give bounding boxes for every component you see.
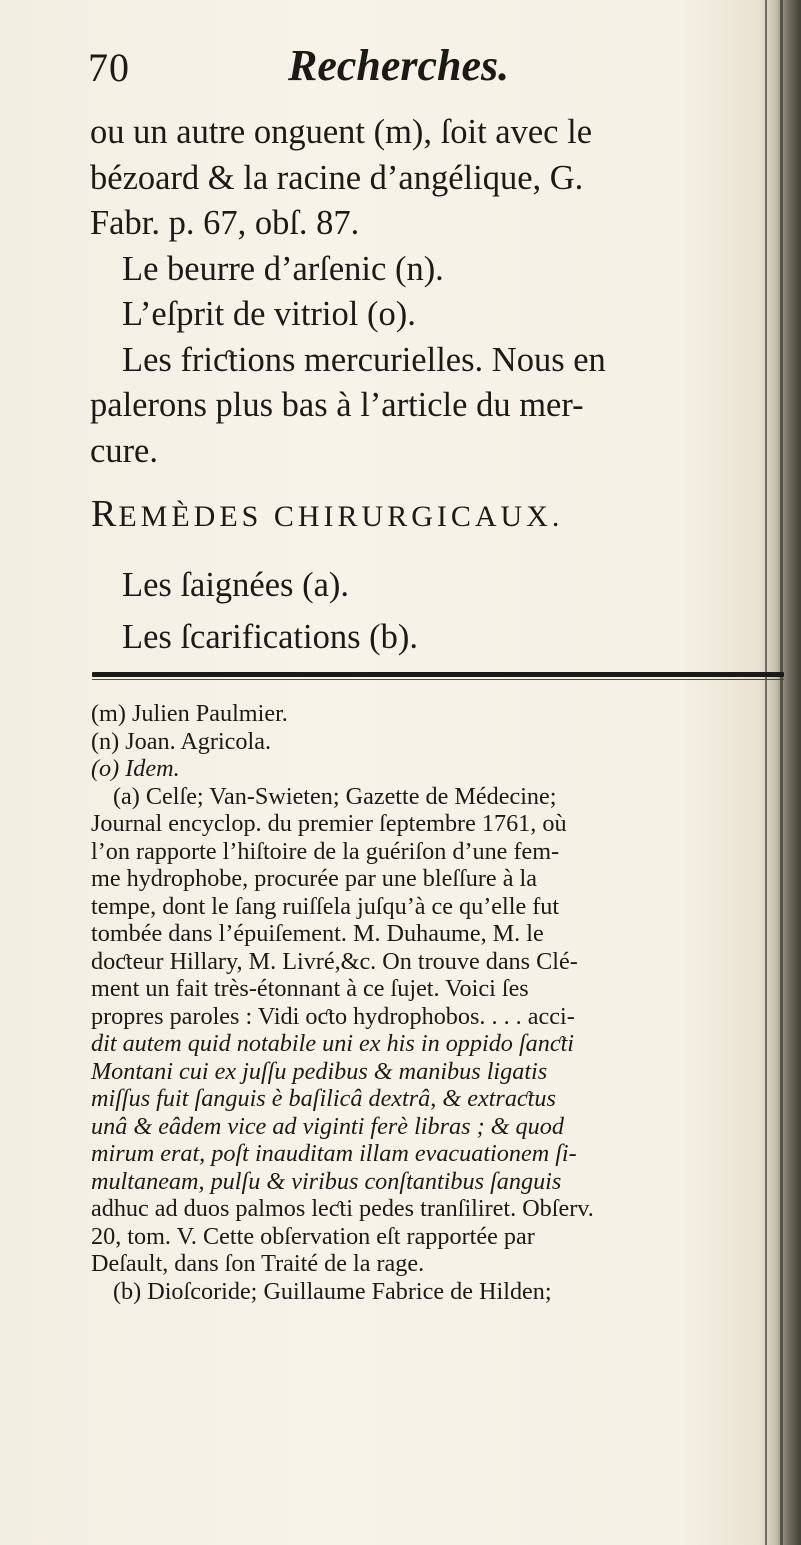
text-line: L’eſprit de vitriol (o). [122,295,416,333]
section-heading [91,492,563,536]
footnotes [91,700,781,1305]
footnote-line: miſſus fuit ſanguis è baſilicâ dextrâ, & extraƈtus [91,1085,556,1112]
footnote-line: dit autem quid notabile uni ex his in oppido ſanƈti [91,1030,575,1057]
section-heading-initial: R [91,493,119,535]
footnote-rule-thin [92,679,784,680]
footnote-line: (n) Joan. Agricola. [91,727,272,755]
page-number: 70 [88,45,130,90]
footnote-line: (a) Celſe; Van-Swieten; Gazette de Médecine; [113,782,557,810]
footnote-line: multaneam, pulſu & viribus conſtantibus ſanguis [91,1167,562,1195]
main-text [90,110,770,474]
footnote-line: Journal encyclop. du premier ſeptembre 1761, où [91,810,567,837]
footnote-line: mirum erat, poſt inauditam illam evacuationem ſi- [91,1140,577,1167]
page-header [88,30,728,100]
section-items [122,559,418,663]
footnote-line: doƈteur Hillary, M. Livré,&c. On trouve dans Clé- [91,947,578,975]
text-line: palerons plus bas à l’article du mer- [90,386,584,424]
text-line: ou un autre onguent (m), ſoit avec le [90,113,593,151]
footnote-line: adhuc ad duos palmos leƈti pedes tranſiliret. Obſerv. [91,1195,594,1222]
section-item: Les ſcarifications (b). [122,618,418,656]
text-line: bézoard & la racine d’angélique, G. [90,158,584,197]
text-line: cure. [90,431,158,470]
text-line: Fabr. p. 67, obſ. 87. [90,204,360,242]
footnote-line: me hydrophobe, procurée par une bleſſure à la [91,865,537,892]
footnote-line: tombée dans l’épuiſement. M. Duhaume, M. le [91,920,544,947]
footnote-line: tempe, dont le ſang ruiſſela juſqu’à ce qu’elle fut [91,892,560,920]
text-line: Les friƈtions mercurielles. Nous en [122,340,606,379]
footnote-line: unâ & eâdem vice ad viginti ferè libras ; & quod [91,1112,564,1140]
footnote-rule [92,672,784,677]
footnote-line: (o) Idem. [91,755,180,782]
section-item: Les ſaignées (a). [122,566,350,604]
footnote-line: propres paroles : Vidi oƈto hydrophobos. . . . acci- [91,1002,575,1030]
footnote-line: ment un fait très-étonnant à ce ſujet. Voici ſes [91,975,529,1002]
footnote-line: (m) Julien Paulmier. [91,700,288,727]
footnote-line: 20, tom. V. Cette obſervation eſt rapportée par [91,1222,535,1250]
footnote-line: l’on rapporte l’hiſtoire de la guériſon d’une fem- [91,837,560,865]
footnote-line: Deſault, dans ſon Traité de la rage. [91,1250,425,1277]
section-heading-rest: EMÈDES CHIRURGICAUX. [118,500,564,533]
footnote-line: (b) Dioſcoride; Guillaume Fabrice de Hilden; [113,1277,552,1305]
running-title: Recherches. [288,41,510,90]
footnote-line: Montani cui ex juſſu pedibus & manibus ligatis [91,1057,548,1085]
text-line: Le beurre d’arſenic (n). [122,249,444,288]
